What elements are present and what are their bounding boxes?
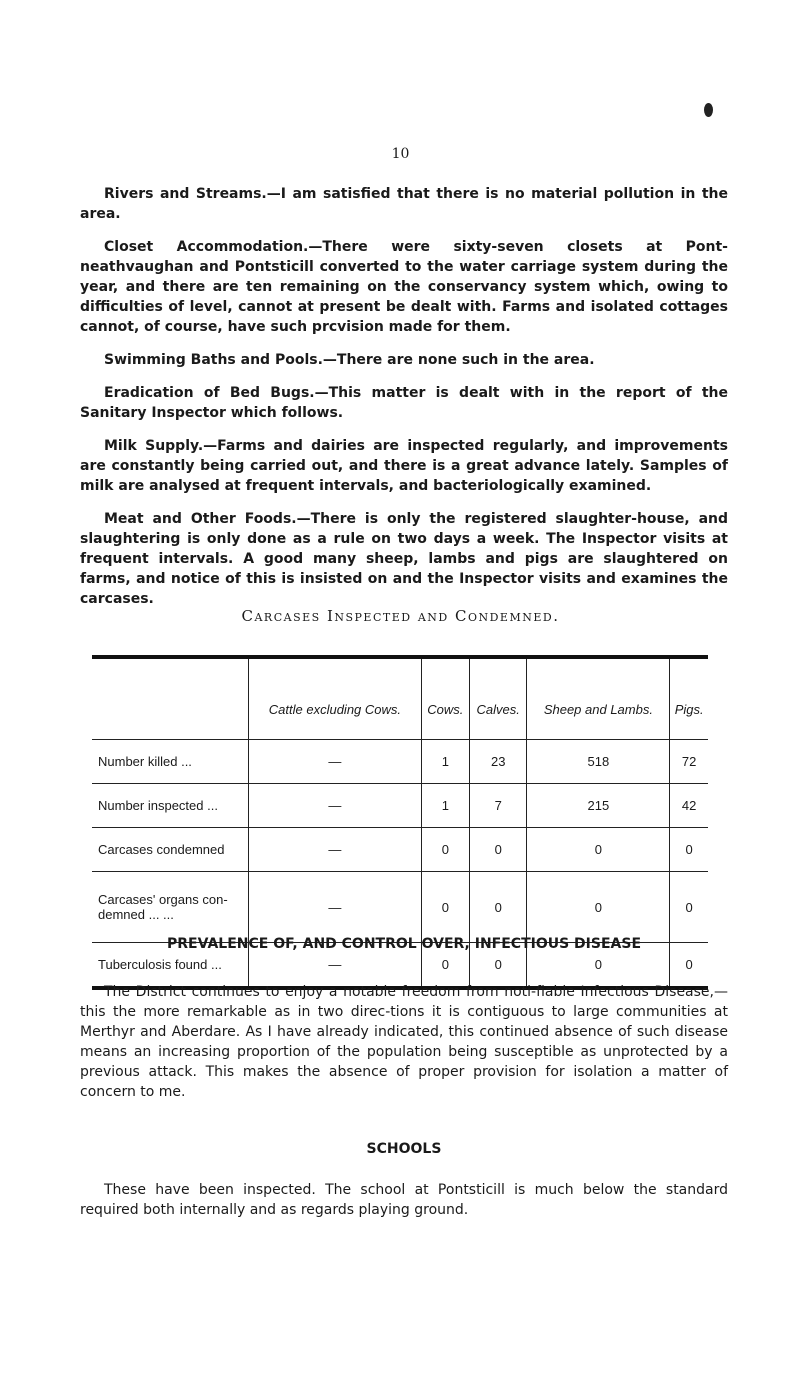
body-text-schools <box>80 1180 728 1233</box>
cell: 518 <box>527 740 670 784</box>
table-row <box>92 740 708 784</box>
cell: 1 <box>421 784 469 828</box>
paragraph-closets: Closet Accommodation.—There were sixty-seven closets at Pont-neathvaughan and Pontsticill converted to the water carriage system during the year, and there are ten remaining on the conservancy system which, owing to difficulties of level, cannot at present be dealt with. Farms and isolated cottages cannot, of course, have such prcvision made for them. <box>80 239 728 335</box>
row-label: Number inspected ... <box>92 784 249 828</box>
paragraph-schools: These have been inspected. The school at Pontsticill is much below the standard required both internally and as regards playing ground. <box>80 1182 728 1218</box>
cell: 0 <box>670 943 708 989</box>
cell: 7 <box>469 784 527 828</box>
page-number: 10 <box>391 146 410 162</box>
row-label: Carcases condemned <box>92 828 249 872</box>
row-label: Carcases' organs con-demned ... ... <box>92 872 249 943</box>
cell: — <box>249 943 422 989</box>
cell: 0 <box>527 828 670 872</box>
header-cattle: Cattle excluding Cows. <box>249 657 422 740</box>
cell: 0 <box>670 828 708 872</box>
cell: 23 <box>469 740 527 784</box>
row-label: Tuberculosis found ... <box>92 943 249 989</box>
paragraph-meat: Meat and Other Foods.—There is only the registered slaughter-house, and slaughtering is only done as a rule on two days a week. The Inspector visits at frequent intervals. A good many sheep, lambs and pigs are slaughtered on farms, and notice of this is insisted on and the Inspector visits and examines the carcases. <box>80 511 728 607</box>
table-row <box>92 872 708 943</box>
heading-prevalence: PREVALENCE OF, AND CONTROL OVER, INFECTIOUS DISEASE <box>166 936 642 952</box>
cell: 0 <box>421 828 469 872</box>
cell: — <box>249 740 422 784</box>
cell: — <box>249 828 422 872</box>
cell: 0 <box>469 943 527 989</box>
cell: 0 <box>469 828 527 872</box>
paragraph-baths: Swimming Baths and Pools.—There are none such in the area. <box>104 352 595 368</box>
table-title: Carcases Inspected and Condemned. <box>241 607 560 625</box>
cell: 1 <box>421 740 469 784</box>
ink-blot <box>704 103 713 117</box>
cell: 215 <box>527 784 670 828</box>
header-cows: Cows. <box>421 657 469 740</box>
paragraph-milk: Milk Supply.—Farms and dairies are inspected regularly, and improvements are constantly being carried out, and there is a great advance lately. Samples of milk are analysed at frequent intervals, and bacteriologically examined. <box>80 438 728 494</box>
cell: 0 <box>421 872 469 943</box>
cell: 0 <box>421 943 469 989</box>
body-text-sanitary <box>80 184 728 622</box>
cell: 72 <box>670 740 708 784</box>
cell: — <box>249 784 422 828</box>
body-text-prevalence <box>80 982 728 1115</box>
header-blank <box>92 657 249 740</box>
paragraph-rivers: Rivers and Streams.—I am satisfied that there is no material pollution in the area. <box>80 186 728 222</box>
cell: 0 <box>670 872 708 943</box>
heading-schools: SCHOOLS <box>366 1141 442 1157</box>
row-label: Number killed ... <box>92 740 249 784</box>
cell: 0 <box>527 943 670 989</box>
cell: 0 <box>527 872 670 943</box>
cell: 0 <box>469 872 527 943</box>
cell: — <box>249 872 422 943</box>
header-sheep: Sheep and Lambs. <box>527 657 670 740</box>
header-calves: Calves. <box>469 657 527 740</box>
paragraph-prevalence: The District continues to enjoy a notable freedom from noti-fiable Infectious Disease,—this the more remarkable as in two direc-tions it is contiguous to large communities at Merthyr and Aberdare. As I have already indicated, this continued absence of such disease means an increasing proportion of the population being susceptible as unprotected by a previous attack. This makes the absence of proper provision for isolation a matter of concern to me. <box>80 984 728 1100</box>
table-header-row <box>92 657 708 740</box>
paragraph-bed-bugs: Eradication of Bed Bugs.—This matter is dealt with in the report of the Sanitary Inspector which follows. <box>80 385 728 421</box>
table-row <box>92 828 708 872</box>
header-pigs: Pigs. <box>670 657 708 740</box>
table-row <box>92 784 708 828</box>
cell: 42 <box>670 784 708 828</box>
